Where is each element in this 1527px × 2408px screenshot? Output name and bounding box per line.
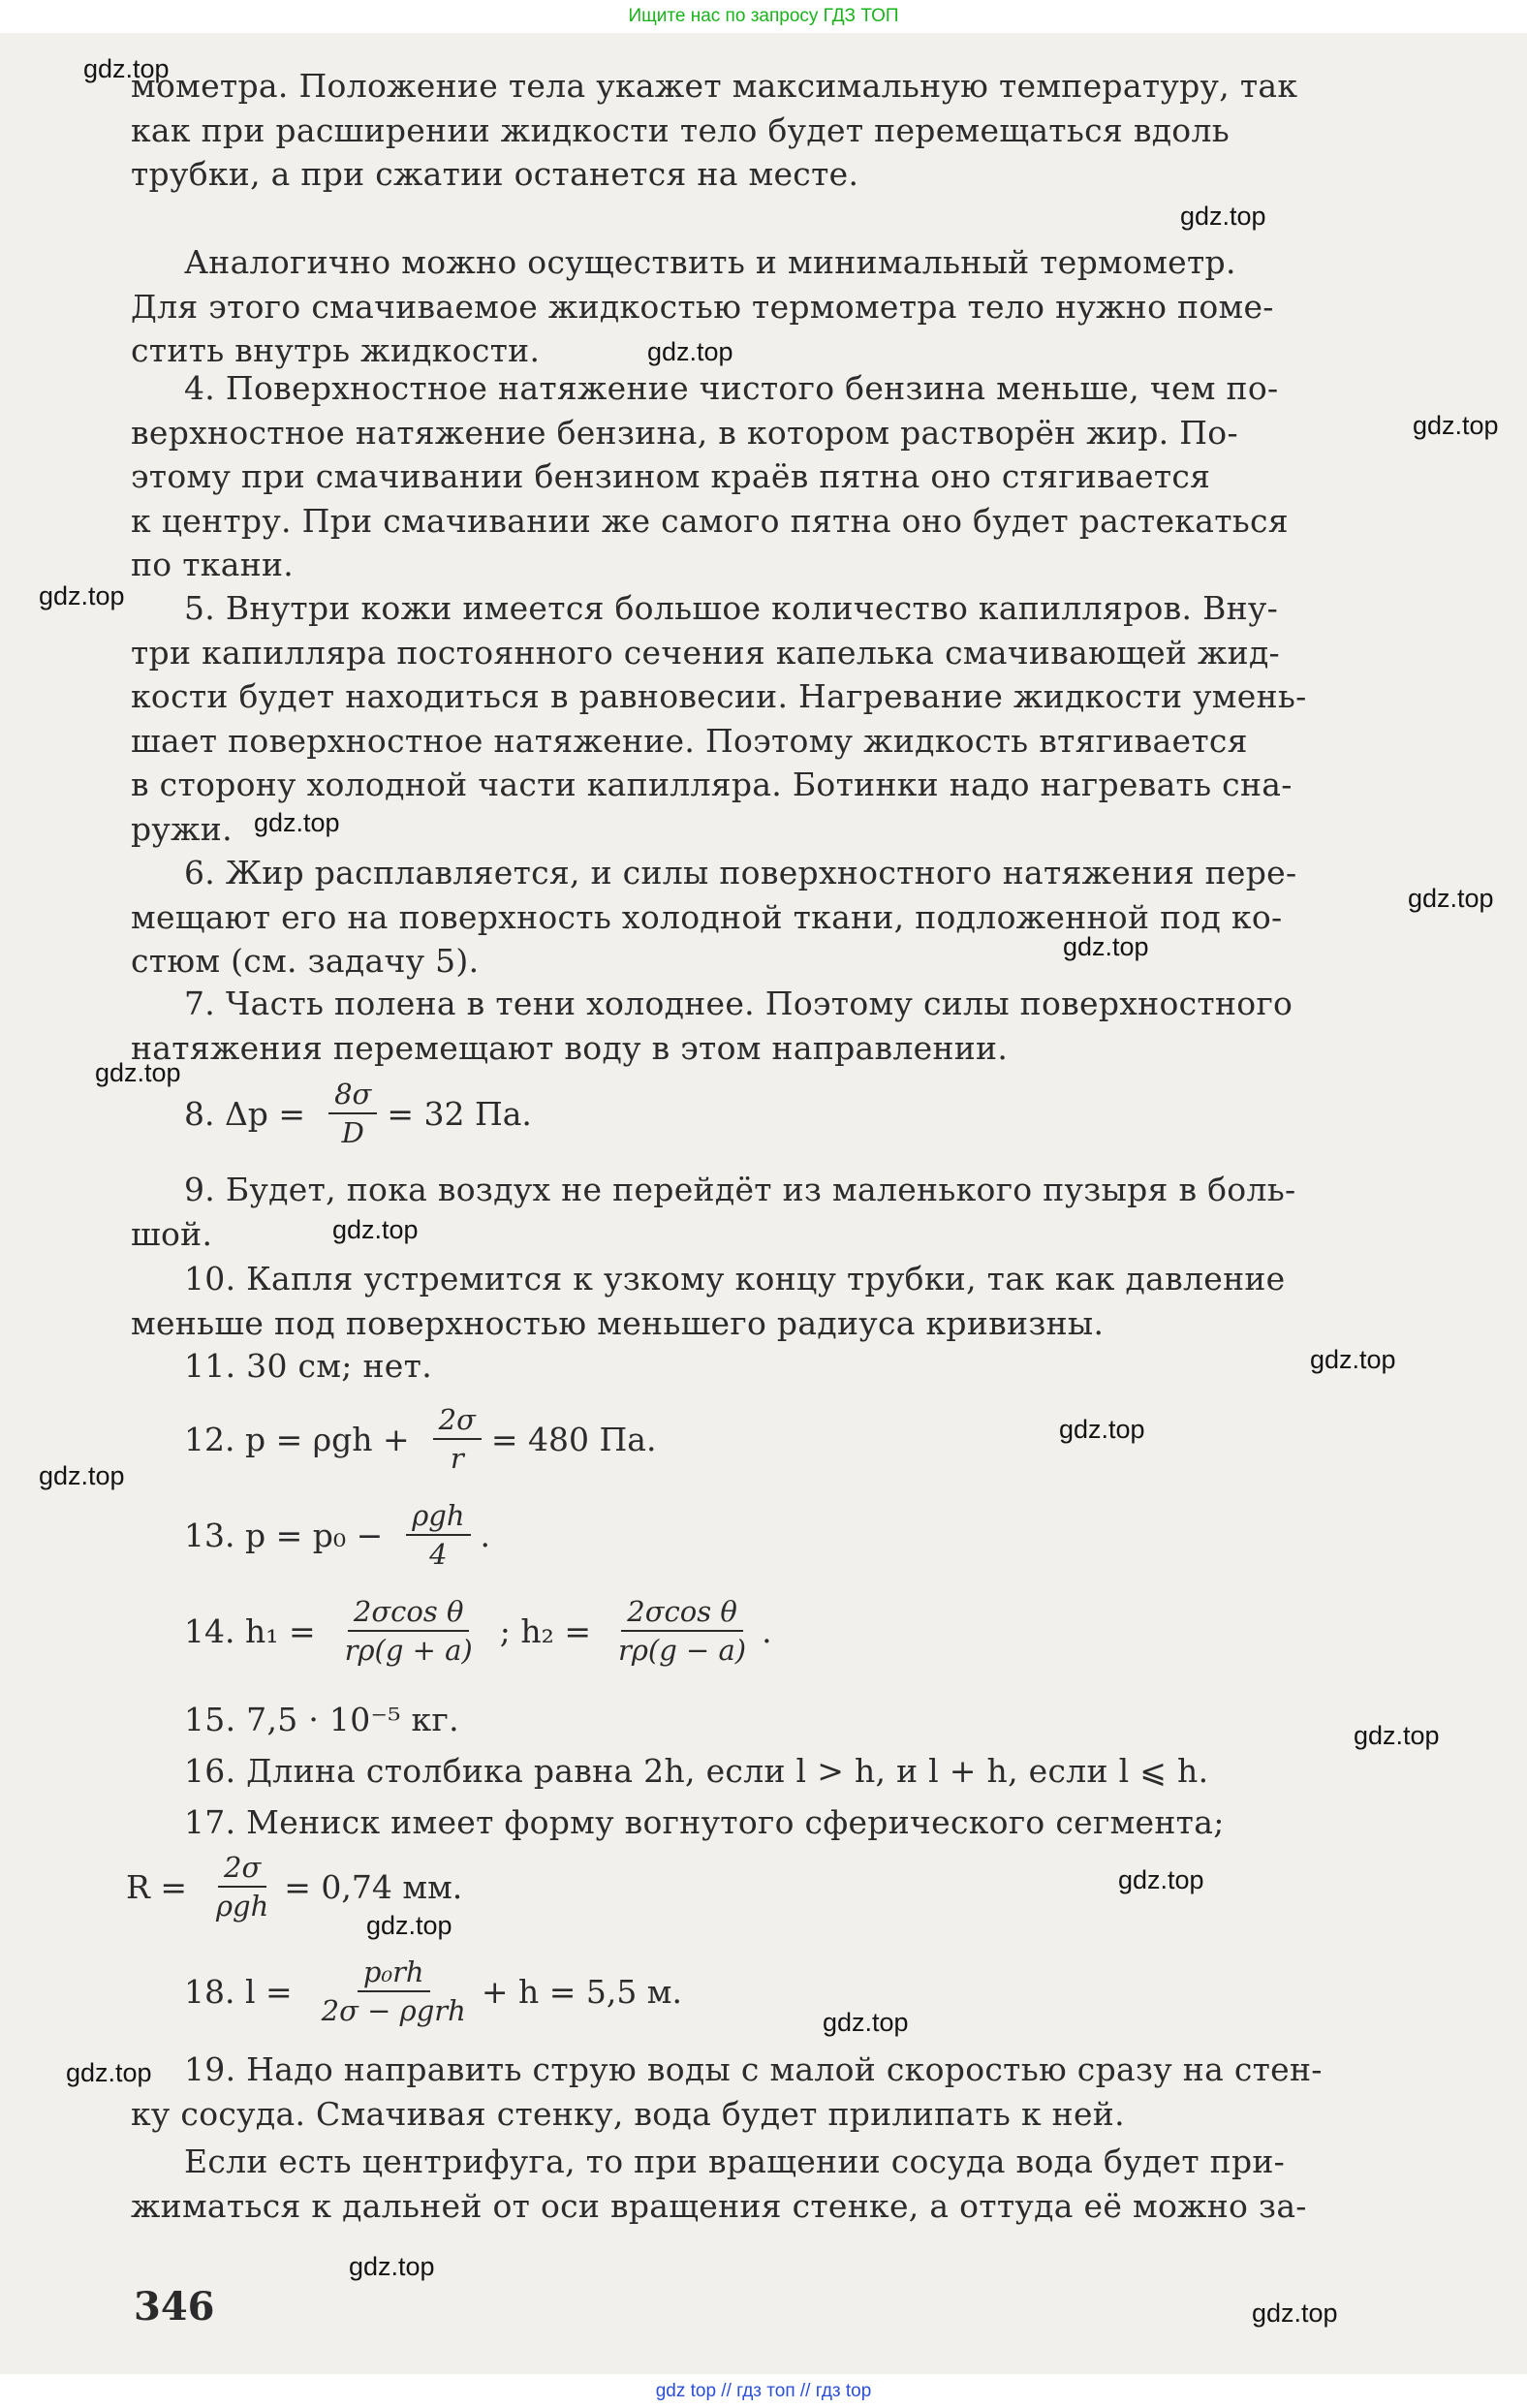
answer-16 [131,1749,1405,1794]
text-line: Если есть центрифуга, то при вращении сосуда вода будет при- [184,2142,1286,2180]
fraction [406,1499,470,1571]
bottom-search-bar: gdz top // гдз топ // гдз top [0,2374,1527,2408]
watermark: gdz.top [366,1911,452,1940]
text-line: Аналогично можно осуществить и минимальный термометр. [184,243,1236,281]
fraction-denominator: 4 [429,1538,448,1571]
answer-8-formula [184,1078,532,1149]
formula-lead: R = [126,1867,187,1906]
text-line: 7. Часть полена в тени холоднее. Поэтому силы поверхностного [184,985,1293,1022]
text-line: стить внутрь жидкости. [131,331,541,370]
text-line: 5. Внутри кожи имеется большое количество капилляров. Вну- [184,589,1279,627]
text-line: как при расширении жидкости тело будет перемещаться вдоль [131,110,1231,149]
watermark: gdz.top [39,581,125,610]
fraction-numerator: p₀rh [358,1955,430,1992]
text-line: ку сосуда. Смачивая стенку, вода будет прилипать к ней. [131,2094,1125,2133]
formula-separator: ; h₂ = [499,1611,591,1650]
text-line: 4. Поверхностное натяжение чистого бензина меньше, чем по- [184,369,1279,407]
answer-4 [131,366,1405,587]
fraction-numerator: 2σcos θ [621,1595,743,1632]
formula-lead: 14. h₁ = [184,1611,316,1650]
text-line: стюм (см. задачу 5). [131,942,480,981]
answer-13-formula [184,1499,490,1571]
text-line: 17. Мениск имеет форму вогнутого сферического сегмента; [184,1803,1225,1841]
text-line: трубки, а при сжатии останется на месте. [131,155,859,194]
text-line: три капилляра постоянного сечения капелька смачивающей жид- [131,633,1281,672]
watermark: gdz.top [1252,2299,1338,2328]
watermark: gdz.top [1118,1865,1204,1894]
formula-tail: = 32 Па. [387,1094,532,1133]
watermark: gdz.top [95,1058,181,1087]
fraction-denominator: ρgh [216,1890,269,1923]
answer-10 [131,1257,1405,1345]
answer-7 [131,982,1405,1070]
text-line: шой. [131,1214,213,1253]
formula-tail: + h = 5,5 м. [481,1972,682,2011]
fraction-denominator: D [341,1116,364,1149]
page-number: 346 [134,2284,215,2330]
paragraph-thermometer-max [131,64,1405,197]
text-line: кости будет находиться в равновесии. Нагревание жидкости умень- [131,677,1307,716]
text-line: этому при смачивании бензином краёв пятна оно стягивается [131,457,1211,496]
formula-lead: 12. p = ρgh + [184,1420,410,1458]
watermark: gdz.top [83,54,170,83]
text-line: натяжения перемещают воду в этом направлении. [131,1028,1009,1067]
text-line: верхностное натяжение бензина, в котором растворён жир. По- [131,413,1238,452]
formula-tail: . [480,1516,491,1554]
fraction [433,1403,482,1475]
answer-15 [131,1698,1405,1742]
top-search-banner: Ищите нас по запросу ГДЗ ТОП [0,0,1527,33]
answer-19 [131,2048,1405,2136]
fraction [612,1595,752,1667]
fraction [328,1078,377,1149]
fraction-numerator: 8σ [328,1078,377,1114]
text-line: к центру. При смачивании же самого пятна оно будет растекаться [131,501,1289,540]
text-line: в сторону холодной части капилляра. Ботинки надо нагревать сна- [131,766,1293,804]
answer-12-formula [184,1403,656,1475]
formula-lead: 13. p = p₀ − [184,1516,384,1554]
text-line: меньше под поверхностью меньшего радиуса кривизны. [131,1303,1105,1342]
fraction [316,1955,472,2027]
fraction-denominator: rρ(g + a) [344,1634,473,1667]
watermark: gdz.top [1059,1415,1145,1444]
watermark: gdz.top [1310,1345,1396,1374]
watermark: gdz.top [647,337,733,366]
fraction-denominator: 2σ − ρgrh [321,1994,466,2027]
fraction [210,1851,274,1923]
text-line: 16. Длина столбика равна 2h, если l > h, и l + h, если l ⩽ h. [184,1752,1209,1790]
text-line: ружи. [131,809,233,848]
paragraph-thermometer-min [131,240,1405,373]
answer-14-formula [184,1595,772,1667]
text-line: 9. Будет, пока воздух не перейдёт из маленького пузыря в боль- [184,1171,1296,1208]
formula-lead: 8. Δp = [184,1094,306,1133]
formula-lead: 18. l = [184,1972,293,2011]
text-line: 6. Жир расплавляется, и силы поверхностного натяжения пере- [184,854,1297,891]
watermark: gdz.top [39,1461,125,1490]
text-line: по ткани. [131,546,295,584]
watermark: gdz.top [66,2058,152,2087]
text-line: шает поверхностное натяжение. Поэтому жидкость втягивается [131,721,1248,760]
answer-17 [131,1800,1405,1845]
fraction-numerator: ρgh [406,1499,470,1536]
fraction-denominator: rρ(g − a) [617,1634,747,1667]
formula-tail: = 0,74 мм. [284,1867,463,1906]
watermark: gdz.top [823,2008,909,2037]
answer-11 [131,1344,1405,1389]
fraction-numerator: 2σcos θ [348,1595,470,1632]
watermark: gdz.top [1354,1721,1440,1750]
watermark: gdz.top [332,1215,419,1244]
answer-19-continued [131,2140,1405,2228]
fraction [339,1595,479,1667]
watermark: gdz.top [254,808,340,837]
text-line: 11. 30 см; нет. [184,1347,432,1385]
text-line: Для этого смачиваемое жидкостью термометра тело нужно поме- [131,287,1274,326]
text-line: жиматься к дальней от оси вращения стенке, а оттуда её можно за- [131,2186,1307,2225]
answer-9 [131,1168,1405,1256]
watermark: gdz.top [349,2252,435,2281]
formula-tail: = 480 Па. [490,1420,657,1458]
formula-tail: . [762,1611,772,1650]
watermark: gdz.top [1408,884,1494,913]
watermark: gdz.top [1063,932,1149,961]
text-line: мометра. Положение тела укажет максимальную температуру, так [131,67,1298,105]
text-line: 15. 7,5 · 10⁻⁵ кг. [184,1701,459,1738]
answer-18-formula [184,1955,682,2027]
watermark: gdz.top [1180,202,1266,231]
text-line: 10. Капля устремится к узкому концу трубки, так как давление [184,1260,1286,1298]
fraction-denominator: r [450,1442,464,1475]
watermark: gdz.top [1413,411,1499,440]
text-line: мещают его на поверхность холодной ткани, подложенной под ко- [131,897,1283,936]
answer-6 [131,851,1405,984]
fraction-numerator: 2σ [218,1851,266,1888]
text-line: 19. Надо направить струю воды с малой скоростью сразу на стен- [184,2050,1323,2088]
fraction-numerator: 2σ [433,1403,482,1440]
